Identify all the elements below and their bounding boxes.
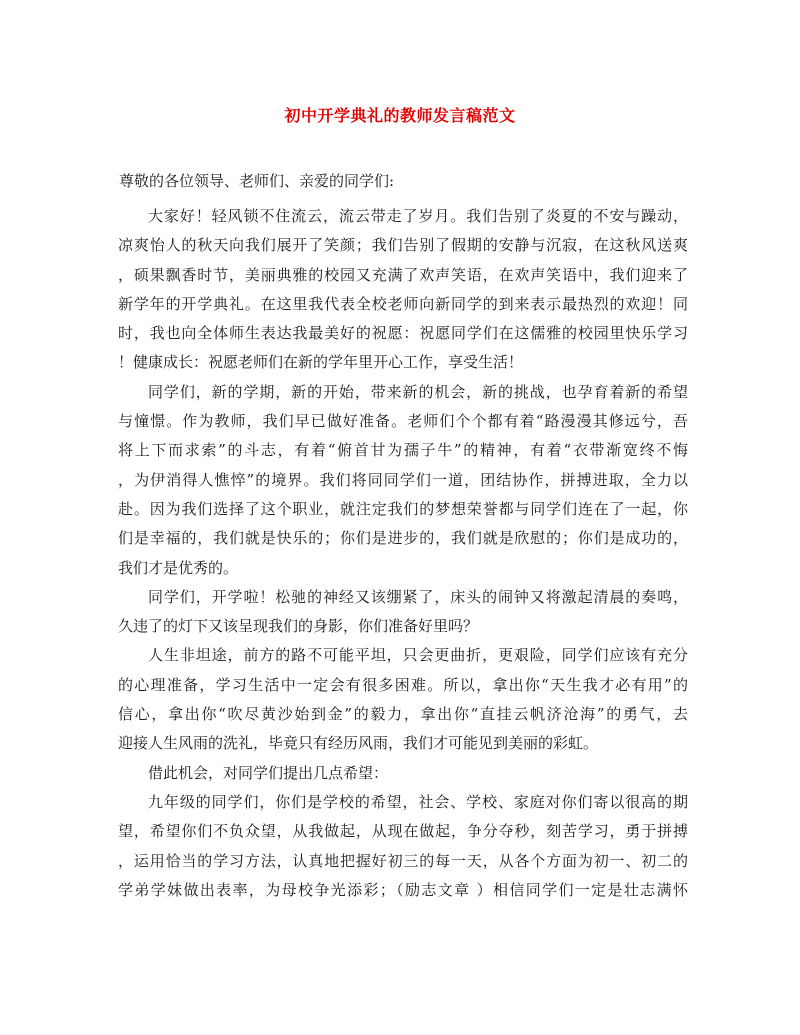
text-line: 们是幸福的，我们就是快乐的；你们是进步的，我们就是欣慰的；你们是成功的， [118,529,688,548]
paragraph [118,202,688,378]
text-line: ，硕果飘香时节，美丽典雅的校园又充满了欢声笑语，在欢声笑语中，我们迎来了 [118,265,688,284]
text-line: 同学们，开学啦！松驰的神经又该绷紧了，床头的闹钟又将激起清晨的奏鸣， [148,587,688,606]
text-line: ，为伊消得人憔悴”的境界。我们将同同学们一道，团结协作，拼搏进取，全力以 [118,470,688,489]
text-line: 迎接人生风雨的洗礼，毕竟只有经历风雨，我们才可能见到美丽的彩虹。 [118,734,599,753]
text-line: 大家好！轻风锁不住流云，流云带走了岁月。我们告别了炎夏的不安与躁动， [148,207,688,225]
text-line: 望，希望你们不负众望，从我做起，从现在做起，争分夺秒，刻苦学习，勇于拼搏 [118,822,688,841]
text-line: 学弟学妹做出表率，为母校争光添彩；（励志文章 ）相信同学们一定是壮志满怀 [118,880,688,899]
text-line: 新学年的开学典礼。在这里我代表全校老师向新同学的到来表示最热烈的欢迎！同 [118,294,688,313]
text-line: ！健康成长：祝愿老师们在新的学年里开心工作，享受生活！ [118,353,524,372]
text-line: 凉爽怡人的秋天向我们展开了笑颜；我们告别了假期的安静与沉寂，在这秋风送爽 [118,236,688,255]
text-line: 的心理准备，学习生活中一定会有很多困难。所以，拿出你“天生我才必有用”的 [118,675,688,694]
text-line: ，运用恰当的学习方法，认真地把握好初三的每一天，从各个方面为初一、初二的 [118,851,688,870]
paragraph [118,378,688,583]
text-line: 久违了的灯下又该呈现我们的身影，你们准备好里吗？ [118,617,479,636]
text-line: 我们才是优秀的。 [118,558,239,577]
paragraph [118,583,688,642]
text-line: 借此机会，对同学们提出几点希望： [148,763,389,782]
text-line: 人生非坦途，前方的路不可能平坦，只会更曲折，更艰险，同学们应该有充分 [148,646,688,665]
paragraph [118,759,688,788]
text-line: 同学们，新的学期，新的开始，带来新的机会，新的挑战，也孕育着新的希望 [148,382,688,401]
text-line: 与憧憬。作为教师，我们早已做好准备。老师们个个都有着“路漫漫其修远兮，吾 [118,412,688,431]
document-title: 初中开学典礼的教师发言稿范文 [284,106,516,125]
text-line: 将上下而求索”的斗志，有着“俯首甘为孺子牛”的精神，有着“衣带渐宽终不悔 [118,441,688,460]
text-line: 信心，拿出你“吹尽黄沙始到金”的毅力，拿出你“直挂云帆济沧海”的勇气，去 [118,705,688,724]
document-body [118,202,688,905]
paragraph [118,641,688,758]
text-line: 九年级的同学们，你们是学校的希望，社会、学校、家庭对你们寄以很高的期 [148,792,688,811]
salutation: 尊敬的各位领导、老师们、亲爱的同学们: [119,172,395,190]
text-line: 赴。因为我们选择了这个职业，就注定我们的梦想荣誉都与同学们连在了一起，你 [118,499,688,518]
text-line: 时，我也向全体师生表达我最美好的祝愿：祝愿同学们在这儒雅的校园里快乐学习 [118,324,688,343]
paragraph [118,788,688,905]
